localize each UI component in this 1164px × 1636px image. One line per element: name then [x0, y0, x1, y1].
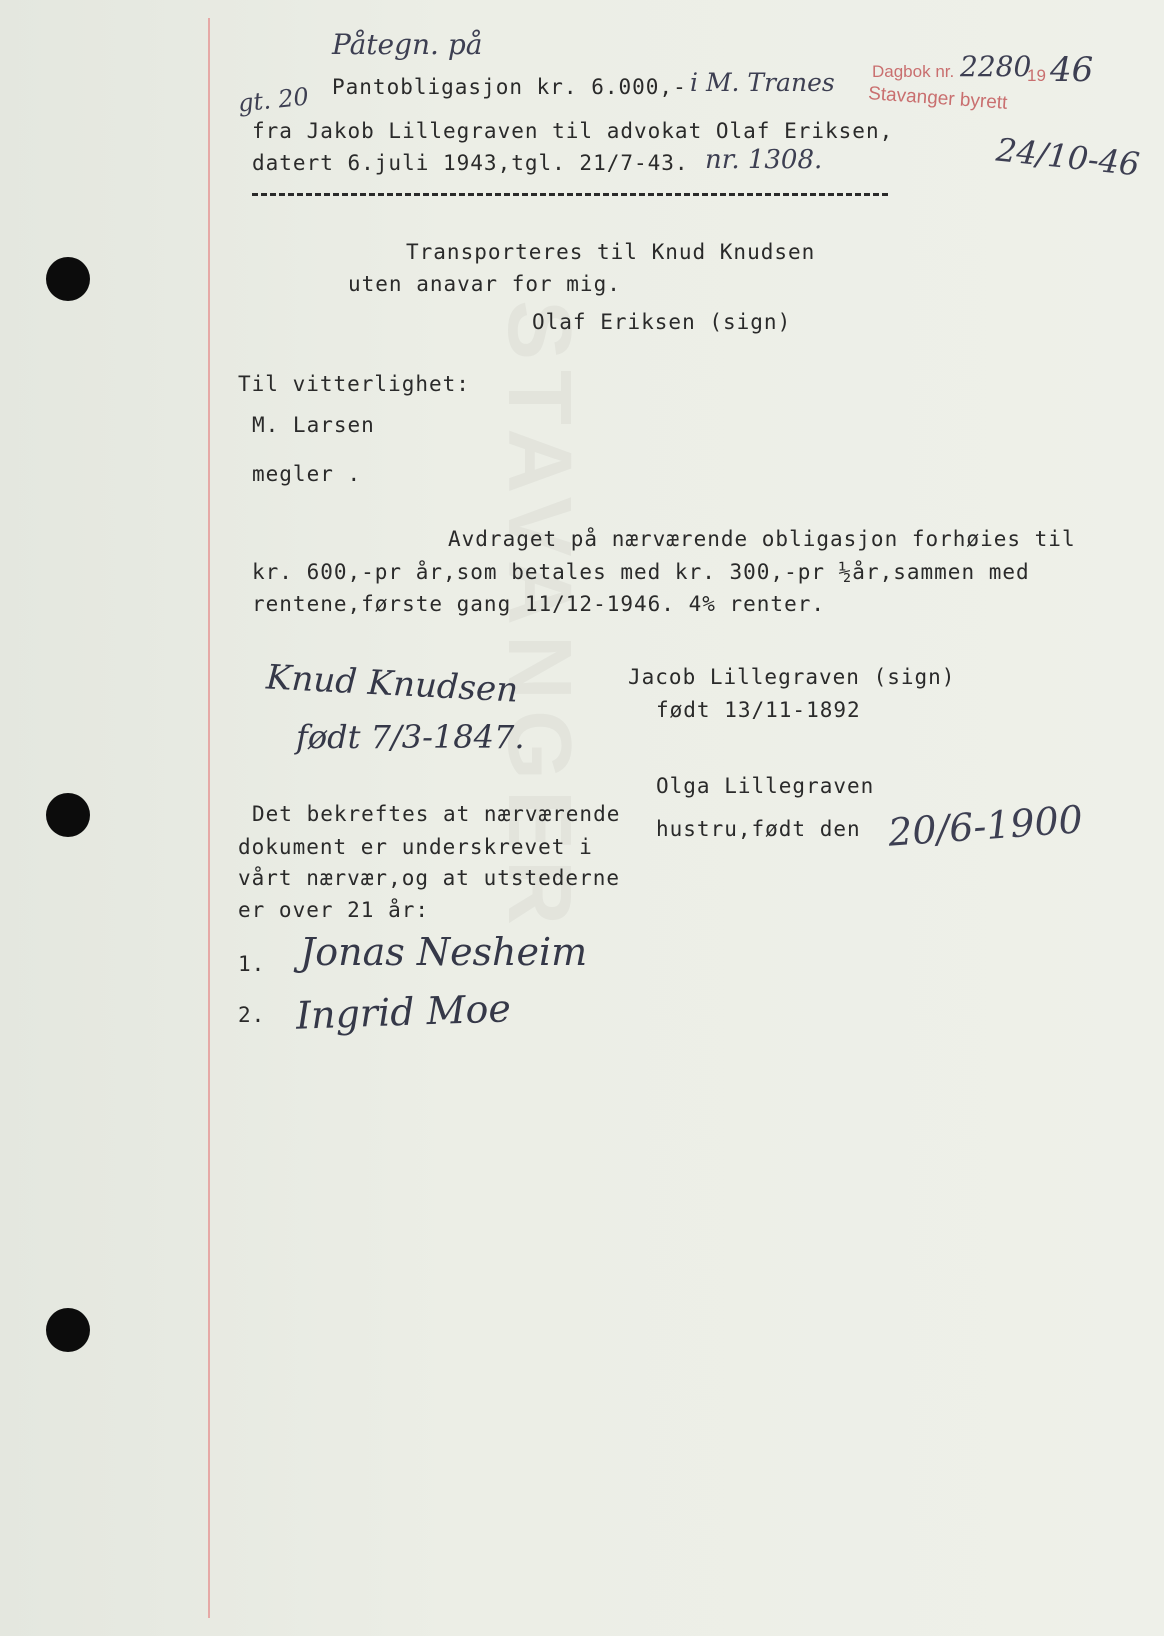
header-line-1: Pantobligasjon kr. 6.000,-: [332, 75, 687, 99]
confirmation-line-4: er over 21 år:: [238, 898, 430, 922]
transfer-signer: Olaf Eriksen (sign): [532, 310, 792, 334]
olga-name: Olga Lillegraven: [656, 774, 875, 798]
jacob-name: Jacob Lillegraven (sign): [628, 665, 956, 689]
olga-born-hand: 20/6-1900: [886, 797, 1085, 855]
confirmation-line-3: vårt nærvær,og at utstederne: [238, 866, 621, 890]
knud-born: født 7/3-1847.: [296, 718, 525, 756]
witness-role: megler .: [252, 462, 362, 486]
watermark: STAVANGER: [489, 300, 589, 936]
punch-hole: [46, 1308, 90, 1352]
stamp-year-suffix: 46: [1050, 50, 1094, 90]
witness-1-signature: Jonas Nesheim: [300, 930, 588, 974]
terms-line-3: rentene,første gang 11/12-1946. 4% renter.: [252, 592, 826, 616]
annotation-left: gt. 20: [236, 82, 311, 118]
stamp-date: 24/10-46: [994, 130, 1142, 184]
margin-line: [208, 18, 210, 1618]
punch-hole: [46, 257, 90, 301]
confirmation-line-1: Det bekreftes at nærværende: [252, 802, 621, 826]
knud-signature: Knud Knudsen: [265, 657, 520, 711]
stamp-court: Stavanger byrett: [867, 83, 1009, 114]
olga-born-typed: hustru,født den: [656, 817, 861, 841]
witness-name: M. Larsen: [252, 413, 375, 437]
witness-heading: Til vitterlighet:: [238, 372, 470, 396]
witness-2-signature: Ingrid Moe: [295, 986, 512, 1038]
header-line-3: datert 6.juli 1943,tgl. 21/7-43.: [252, 151, 689, 175]
stamp-number: 2280: [960, 50, 1032, 83]
stamp-label: Dagbok nr.: [872, 62, 955, 81]
stamp-year-prefix: 19: [1027, 66, 1046, 85]
witness-2-number: 2.: [238, 1003, 266, 1027]
header-line-3-hand: nr. 1308.: [705, 145, 823, 175]
jacob-born: født 13/11-1892: [656, 698, 861, 722]
header-line-2: fra Jakob Lillegraven til advokat Olaf Eriksen,: [252, 119, 894, 143]
witness-1-number: 1.: [238, 952, 266, 976]
terms-line-1: Avdraget på nærværende obligasjon forhøies til: [448, 527, 1076, 551]
confirmation-line-2: dokument er underskrevet i: [238, 835, 593, 859]
dashed-rule: [252, 193, 888, 196]
annotation-top: Påtegn. på: [332, 28, 483, 61]
punch-hole: [46, 793, 90, 837]
transfer-line-2: uten anavar for mig.: [348, 272, 621, 296]
header-line-1-hand: i M. Tranes: [690, 68, 835, 97]
transfer-line-1: Transporteres til Knud Knudsen: [406, 240, 816, 264]
terms-line-2: kr. 600,-pr år,som betales med kr. 300,-pr ½år,sammen med: [252, 560, 1030, 584]
